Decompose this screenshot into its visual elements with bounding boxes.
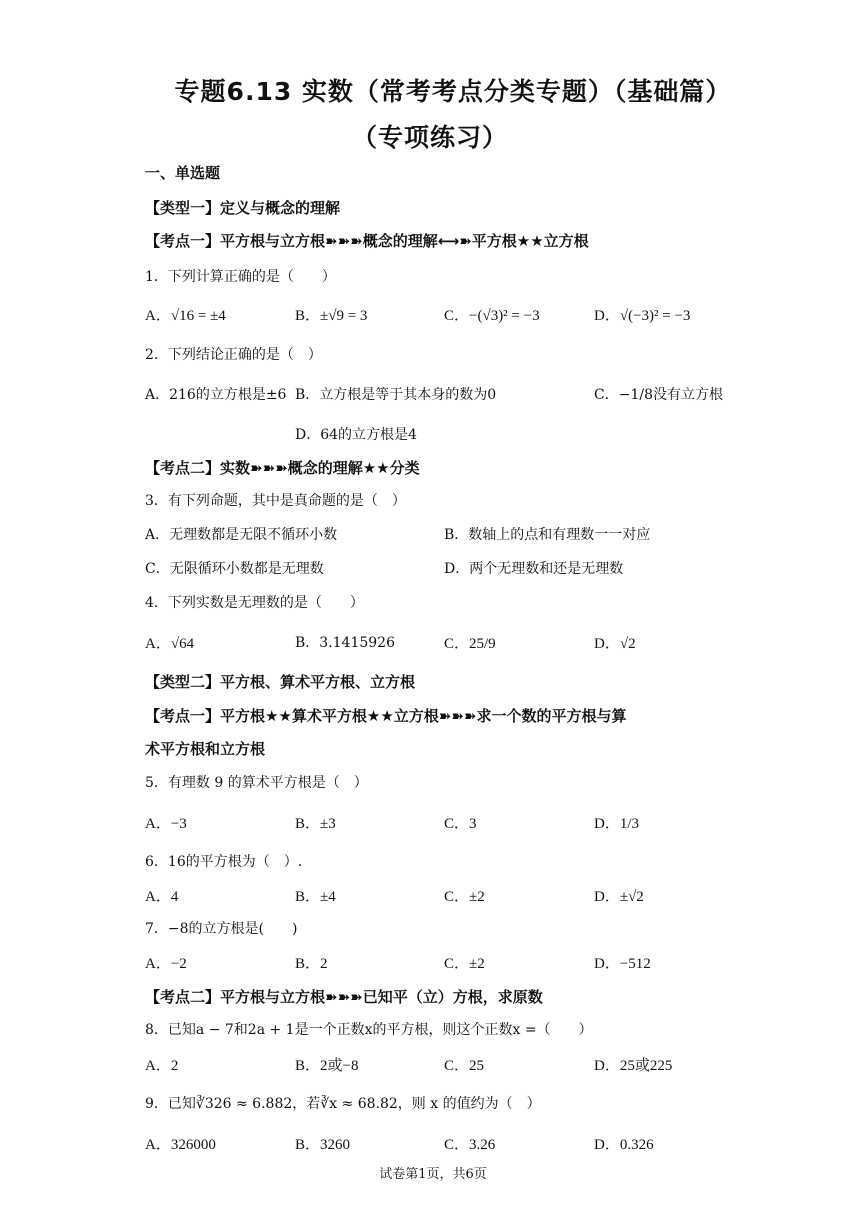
question-8-stem: 8．已知a − 7和2a + 1是一个正数x的平方根，则这个正数x =（ ） bbox=[145, 1022, 593, 1038]
question-7-option-b: B．2 bbox=[295, 956, 328, 972]
point-heading-1: 【考点一】平方根与立方根➽➽➽概念的理解⟷➽平方根★★立方根 bbox=[145, 232, 589, 250]
type-heading-1: 【类型一】定义与概念的理解 bbox=[145, 199, 341, 217]
question-6-option-c: C．±2 bbox=[444, 889, 485, 905]
question-9-option-c: C．3.26 bbox=[444, 1137, 496, 1153]
question-6-option-d: D．±√2 bbox=[594, 889, 644, 905]
point-heading-3-line1: 【考点一】平方根★★算术平方根★★立方根➽➽➽求一个数的平方根与算 bbox=[145, 707, 627, 725]
question-9-option-b: B．3260 bbox=[295, 1137, 351, 1153]
question-1-option-d: D．√(−3)² = −3 bbox=[594, 308, 691, 324]
question-2-option-c: C．−1/8没有立方根 bbox=[594, 387, 723, 403]
question-5-option-b: B．±3 bbox=[295, 816, 336, 832]
question-8-option-b: B．2或−8 bbox=[295, 1058, 359, 1074]
question-2-stem: 2．下列结论正确的是（ ） bbox=[145, 347, 322, 363]
question-3-option-d: D．两个无理数和还是无理数 bbox=[444, 561, 624, 577]
section-heading: 一、单选题 bbox=[145, 164, 221, 182]
question-3-stem: 3．有下列命题，其中是真命题的是（ ） bbox=[145, 493, 406, 509]
point-heading-4: 【考点二】平方根与立方根➽➽➽已知平（立）方根，求原数 bbox=[145, 988, 543, 1006]
question-4-option-c: C．25/9 bbox=[444, 636, 496, 652]
question-4-stem: 4．下列实数是无理数的是（ ） bbox=[145, 595, 364, 611]
question-4-option-a: A．√64 bbox=[145, 636, 195, 652]
point-heading-3-line2: 术平方根和立方根 bbox=[145, 740, 266, 758]
question-7-option-d: D．−512 bbox=[594, 956, 651, 972]
page-footer: 试卷第1页，共6页 bbox=[379, 1167, 487, 1182]
question-6-stem: 6．16的平方根为（ ）. bbox=[145, 854, 303, 870]
question-8-option-c: C．25 bbox=[444, 1058, 485, 1074]
question-5-option-d: D．1/3 bbox=[594, 816, 640, 832]
question-3-option-c: C．无限循环小数都是无理数 bbox=[145, 561, 324, 577]
question-2-option-d: D．64的立方根是4 bbox=[295, 427, 417, 443]
type-heading-2: 【类型二】平方根、算术平方根、立方根 bbox=[145, 673, 416, 691]
question-5-option-c: C．3 bbox=[444, 816, 477, 832]
question-7-stem: 7．−8的立方根是( ) bbox=[145, 921, 298, 937]
question-9-option-d: D．0.326 bbox=[594, 1137, 654, 1153]
question-3-option-b: B．数轴上的点和有理数一一对应 bbox=[444, 527, 651, 543]
question-2-option-a: A．216的立方根是±6 bbox=[145, 387, 287, 403]
question-5-stem: 5．有理数 9 的算术平方根是（ ） bbox=[145, 775, 368, 791]
question-5-option-a: A．−3 bbox=[145, 816, 187, 832]
question-7-option-a: A．−2 bbox=[145, 956, 187, 972]
point-heading-2: 【考点二】实数➽➽➽概念的理解★★分类 bbox=[145, 459, 420, 477]
question-2-option-b: B．立方根是等于其本身的数为0 bbox=[295, 387, 497, 403]
question-1-option-b: B．±√9 = 3 bbox=[295, 308, 368, 324]
question-4-option-d: D．√2 bbox=[594, 636, 636, 652]
question-7-option-c: C．±2 bbox=[444, 956, 485, 972]
question-9-stem: 9．已知∛326 ≈ 6.882，若∛x ≈ 68.82，则 x 的值约为（ ） bbox=[145, 1096, 541, 1112]
page-title: 专题6.13 实数（常考考点分类专题）（基础篇） bbox=[174, 77, 732, 106]
question-6-option-a: A．4 bbox=[145, 889, 179, 905]
question-8-option-d: D．25或225 bbox=[594, 1058, 673, 1074]
question-8-option-a: A．2 bbox=[145, 1058, 179, 1074]
question-1-option-a: A．√16 = ±4 bbox=[145, 308, 226, 324]
page-subtitle: （专项练习） bbox=[351, 123, 508, 152]
question-1-stem: 1．下列计算正确的是（ ） bbox=[145, 269, 336, 285]
question-4-option-b: B．3.1415926 bbox=[295, 635, 395, 651]
question-3-option-a: A．无理数都是无限不循环小数 bbox=[145, 527, 338, 543]
question-9-option-a: A．326000 bbox=[145, 1137, 216, 1153]
question-6-option-b: B．±4 bbox=[295, 889, 336, 905]
question-1-option-c: C．−(√3)² = −3 bbox=[444, 308, 540, 324]
